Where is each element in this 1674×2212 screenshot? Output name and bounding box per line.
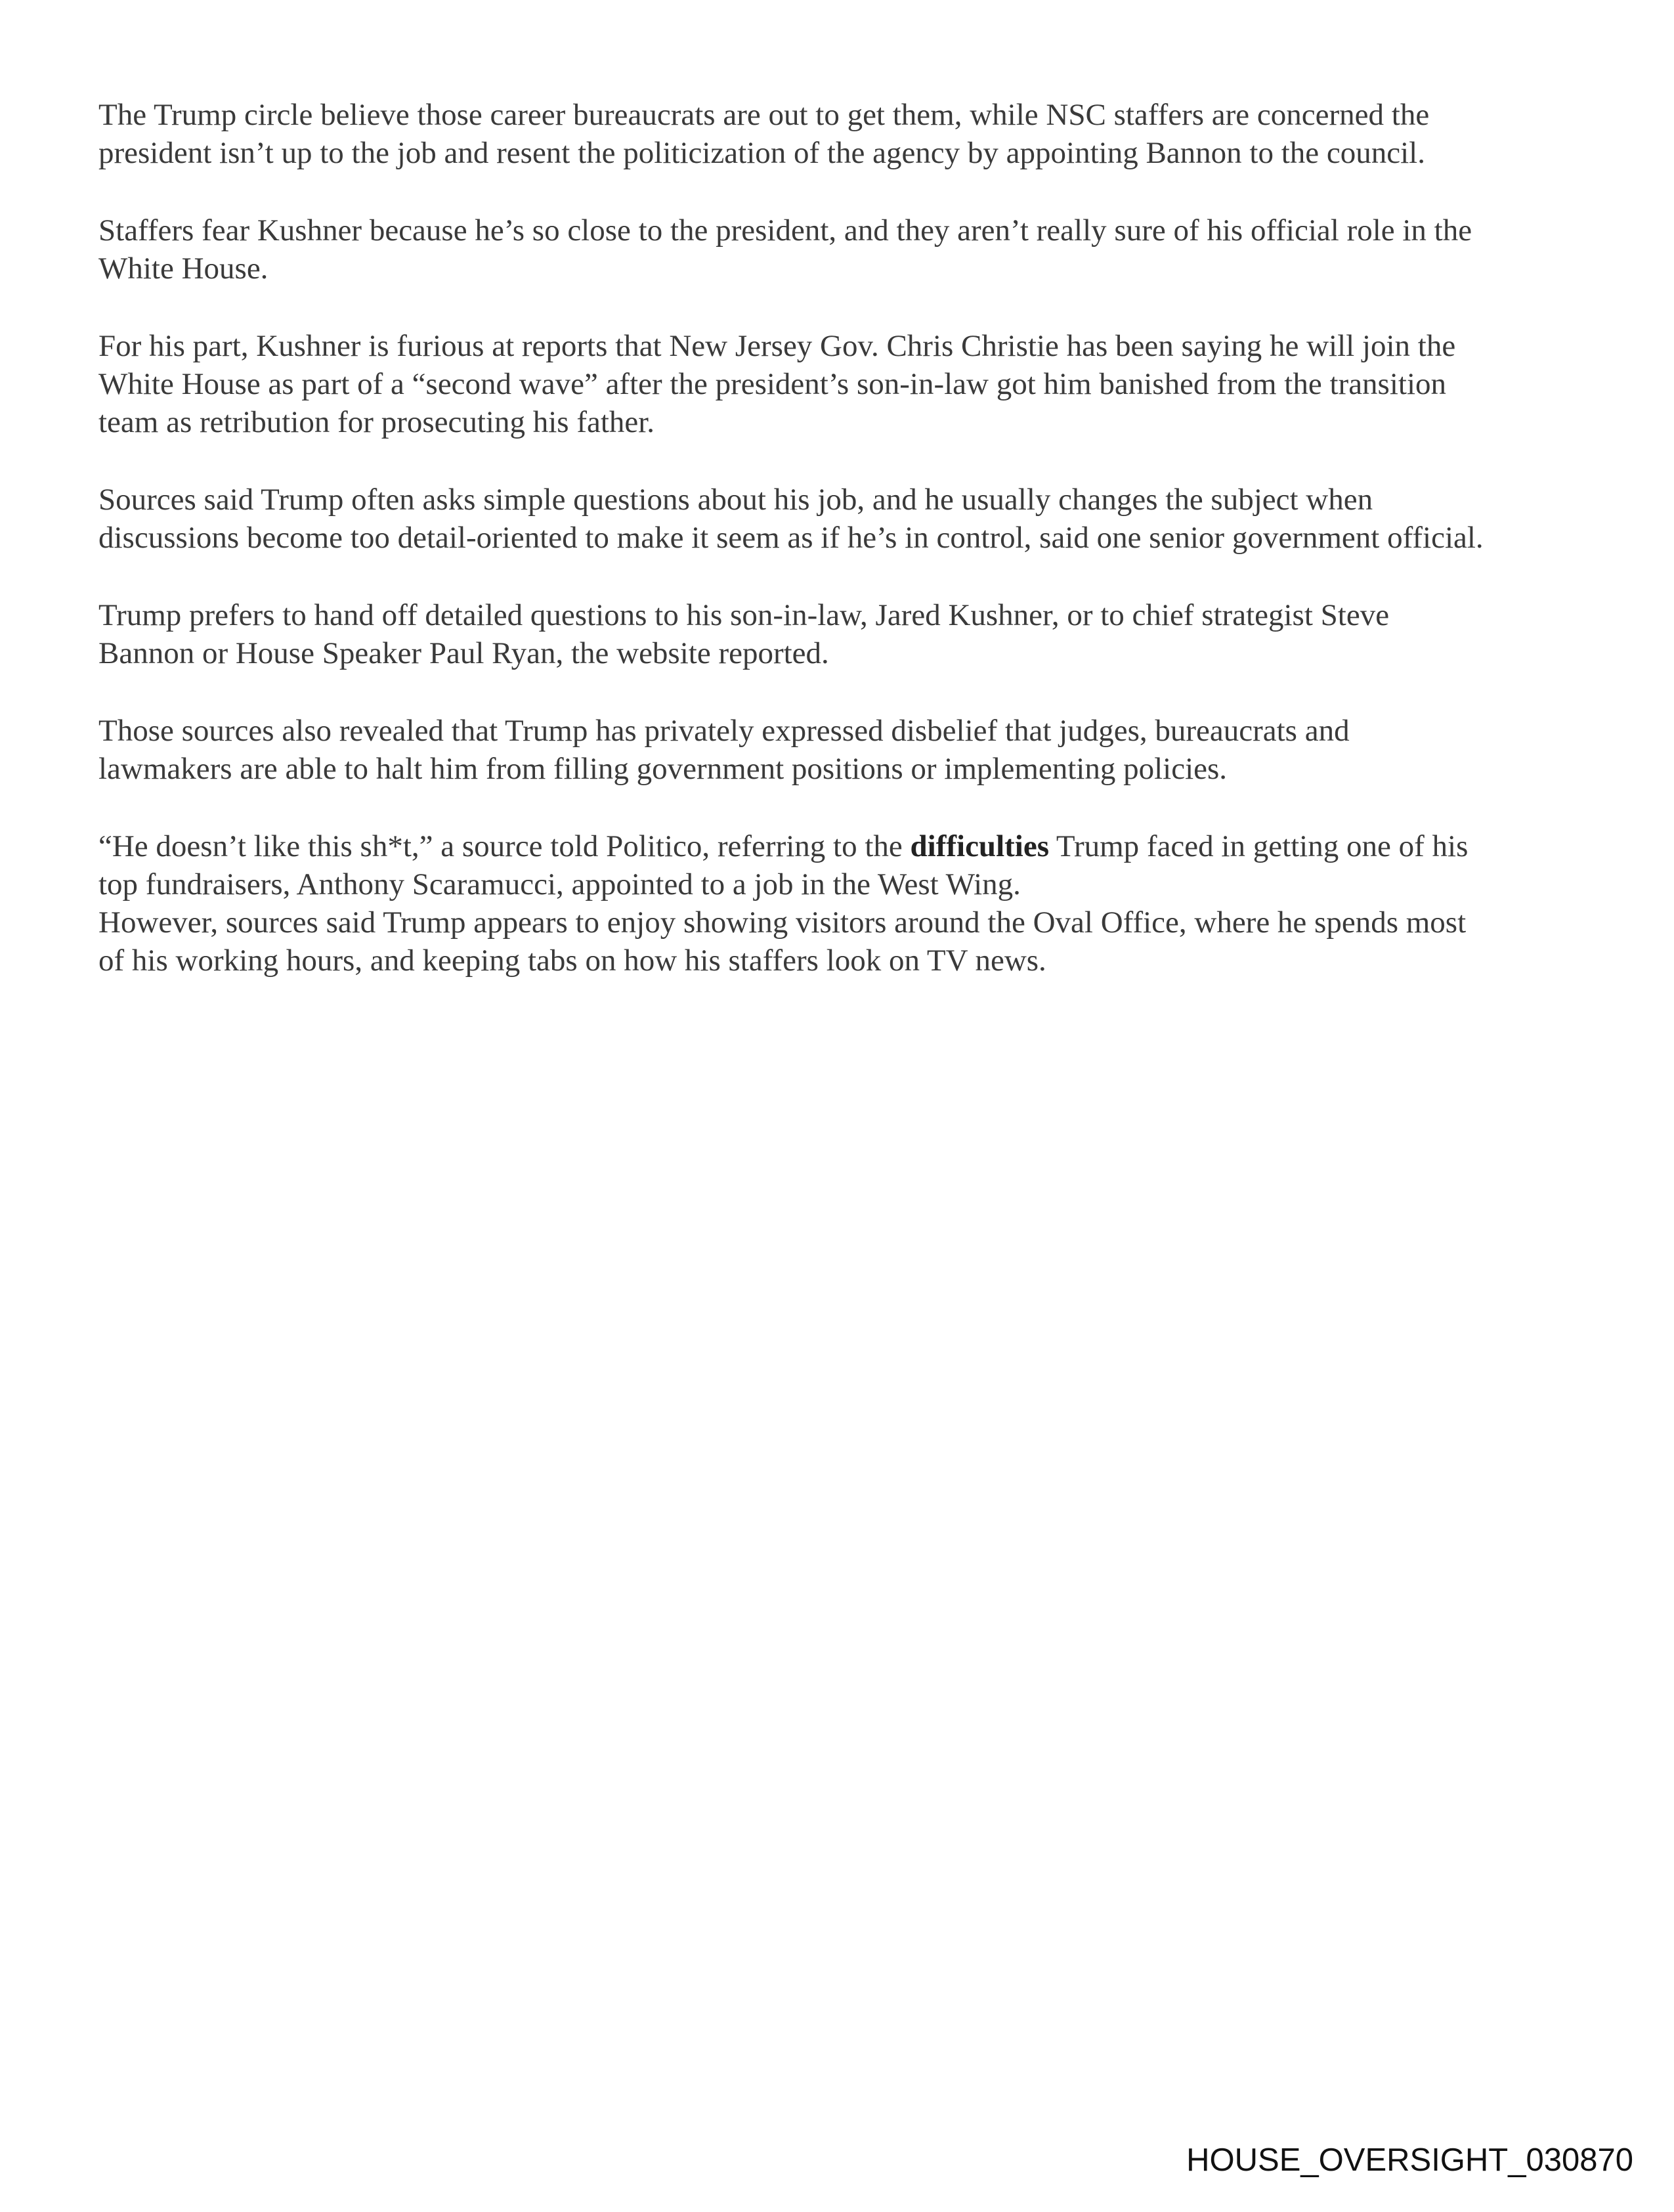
paragraph-nsc-staffers xyxy=(98,96,1589,172)
text-line: lawmakers are able to halt him from filling government positions or implementing policies. xyxy=(98,752,1228,786)
text-line: of his working hours, and keeping tabs on how his staffers look on TV news. xyxy=(98,943,1046,978)
text-line: White House as part of a “second wave” after the president’s son-in-law got him banished from the transition xyxy=(98,367,1447,401)
paragraph-politico-quote xyxy=(98,827,1589,980)
text-line: The Trump circle believe those career bureaucrats are out to get them, while NSC staffers are concerned the xyxy=(98,98,1430,132)
text-line: Those sources also revealed that Trump has privately expressed disbelief that judges, bureaucrats and xyxy=(98,714,1350,748)
paragraph-simple-questions xyxy=(98,481,1589,557)
text-line: discussions become too detail-oriented to make it seem as if he’s in control, said one senior government official. xyxy=(98,521,1484,555)
bates-number: HOUSE_OVERSIGHT_030870 xyxy=(1186,2142,1633,2178)
text-line: president isn’t up to the job and resent the politicization of the agency by appointing Bannon to the council. xyxy=(98,136,1425,170)
paragraph-hand-off-questions xyxy=(98,596,1589,672)
text-line xyxy=(98,827,1589,865)
paragraph-disbelief xyxy=(98,712,1589,788)
text-line: top fundraisers, Anthony Scaramucci, appointed to a job in the West Wing. xyxy=(98,867,1021,901)
text-line: Staffers fear Kushner because he’s so close to the president, and they aren’t really sure of his official role in the xyxy=(98,213,1472,248)
text-line: Bannon or House Speaker Paul Ryan, the website reported. xyxy=(98,636,829,670)
text-line: Sources said Trump often asks simple questions about his job, and he usually changes the subject when xyxy=(98,483,1373,517)
quote-text-before: “He doesn’t like this sh*t,” a source told Politico, referring to the xyxy=(98,829,911,863)
text-line: For his part, Kushner is furious at reports that New Jersey Gov. Chris Christie has been saying he will join the xyxy=(98,329,1456,363)
article-body xyxy=(98,96,1589,980)
bold-term-difficulties: difficulties xyxy=(910,829,1049,863)
paragraph-staffers-fear-kushner xyxy=(98,211,1589,288)
paragraph-kushner-christie xyxy=(98,327,1589,441)
text-line: White House. xyxy=(98,251,268,286)
text-line: team as retribution for prosecuting his father. xyxy=(98,405,655,439)
text-line: Trump prefers to hand off detailed questions to his son-in-law, Jared Kushner, or to chief strategist Steve xyxy=(98,598,1390,632)
quote-text-after: Trump faced in getting one of his xyxy=(1049,829,1469,863)
text-line: However, sources said Trump appears to enjoy showing visitors around the Oval Office, where he spends most xyxy=(98,905,1467,940)
